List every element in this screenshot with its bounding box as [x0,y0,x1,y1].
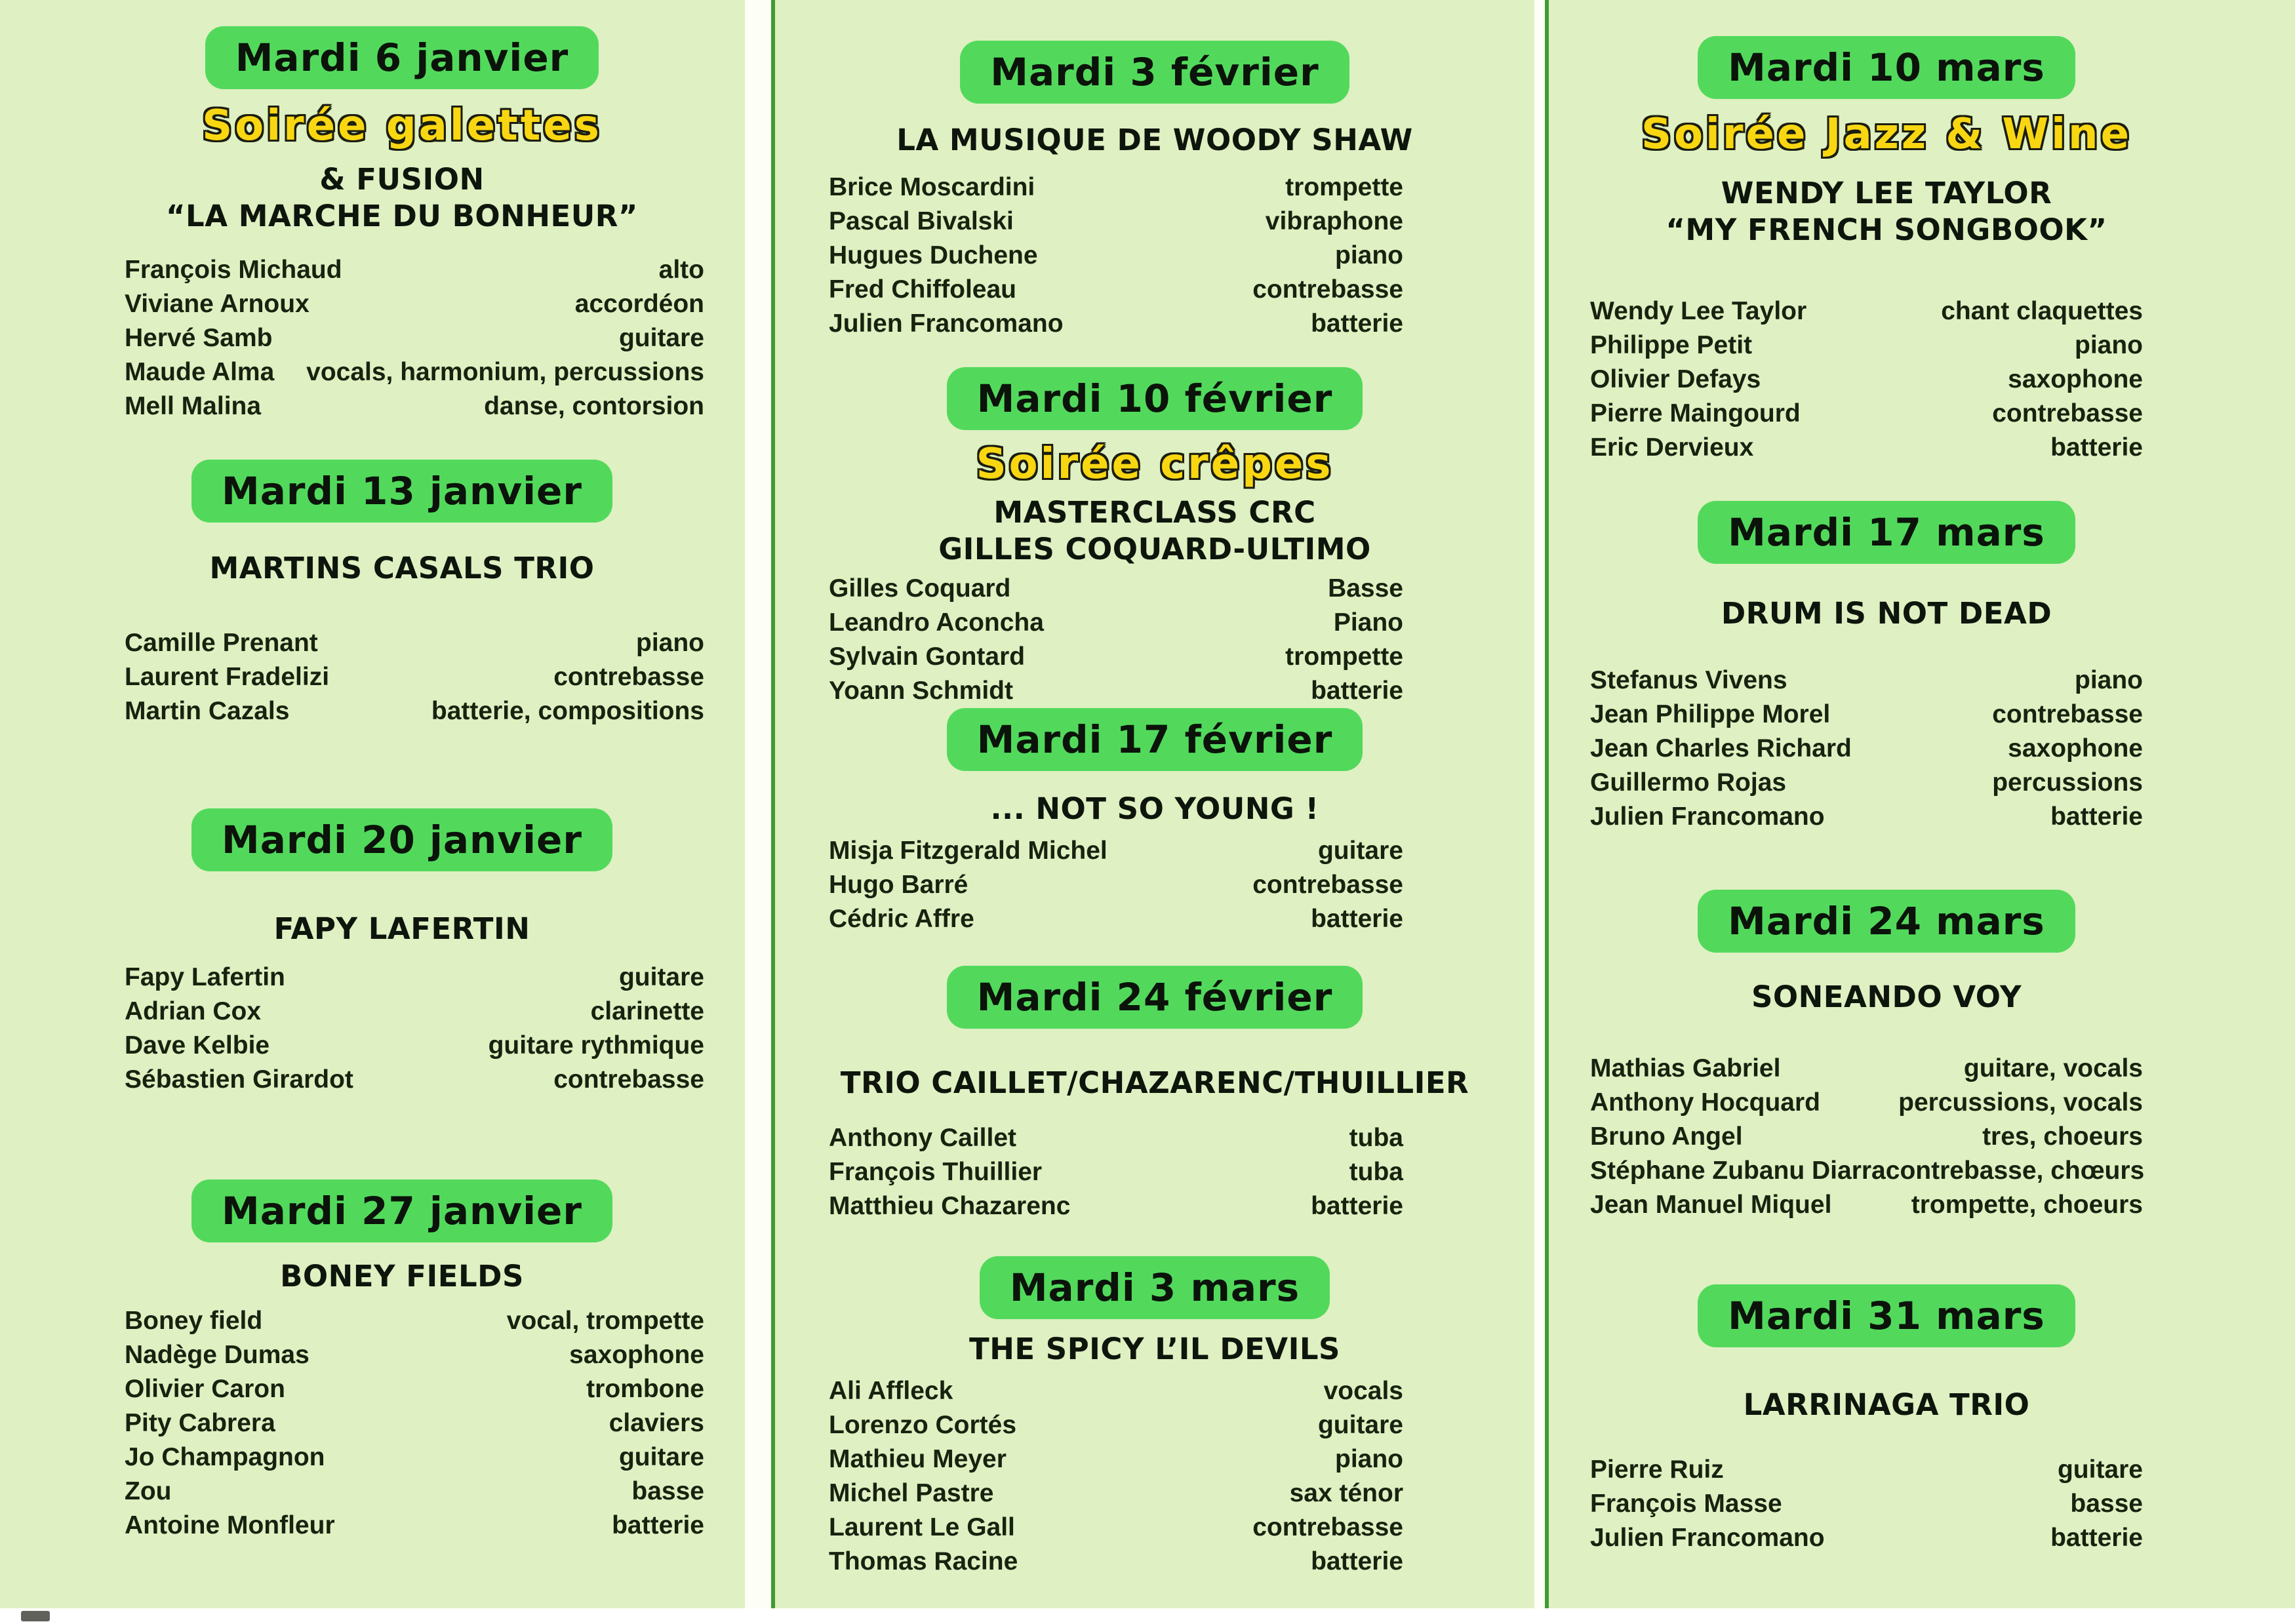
band-subtitle: “LA MARCHE DU BONHEUR” [165,199,639,233]
lineup-row [1590,1086,2143,1120]
lineup-row [1590,397,2143,431]
event-24-mars [1549,890,2295,1222]
musician-name: Cédric Affre [829,905,974,933]
lineup-row [125,321,704,355]
musician-name: Jean Philippe Morel [1590,700,1831,728]
lineup-row [1590,1453,2143,1487]
date-pill: Mardi 31 mars [1698,1284,2075,1347]
musician-instrument: guitare [618,324,704,352]
musician-name: Olivier Caron [125,1375,285,1403]
musician-instrument: basse [2070,1490,2143,1518]
musician-instrument: contrebasse, chœurs [1885,1157,2145,1185]
musician-name: Lorenzo Cortés [829,1411,1017,1439]
lineup-row [829,239,1403,273]
musician-name: Nadège Dumas [125,1341,309,1369]
event-6-janvier [0,26,745,424]
band-title: LA MUSIQUE DE WOODY SHAW [896,123,1413,157]
date-pill: Mardi 17 mars [1698,501,2075,564]
lineup-row [125,389,704,424]
lineup-row [125,1029,704,1063]
musician-instrument: guitare [618,1443,704,1471]
band-title: FAPY LAFERTIN [273,911,530,946]
lineup-row [125,1304,704,1338]
musician-name: Dave Kelbie [125,1031,270,1060]
band-title: MASTERCLASS CRC [993,495,1316,530]
lineup-row [829,1189,1403,1223]
musician-instrument: piano [1335,1445,1403,1473]
musician-instrument: claviers [609,1409,704,1437]
musician-instrument: saxophone [569,1341,704,1369]
musician-name: Viviane Arnoux [125,290,309,318]
scan-artifact [21,1611,50,1621]
musician-instrument: batterie [1311,1547,1403,1575]
lineup-row [829,1545,1403,1579]
musician-name: Laurent Fradelizi [125,663,330,691]
musician-name: Anthony Caillet [829,1124,1017,1152]
musician-name: Anthony Hocquard [1590,1088,1820,1117]
lineup-row [829,834,1403,868]
lineup-row [125,1440,704,1475]
musician-instrument: piano [2075,331,2143,359]
musician-name: Leandro Aconcha [829,608,1044,637]
lineup-row [829,640,1403,674]
band-title: TRIO CAILLET/CHAZARENC/THUILLIER [840,1065,1469,1100]
lineup [1549,294,2295,465]
lineup-row [829,674,1403,708]
musician-name: François Michaud [125,256,342,284]
lineup [1549,663,2295,834]
musician-name: Martin Cazals [125,697,290,725]
musician-instrument: saxophone [2008,365,2143,393]
lineup-row [125,287,704,321]
lineup-row [829,205,1403,239]
musician-instrument: basse [631,1477,704,1505]
musician-instrument: batterie [1311,309,1403,338]
musician-name: Eric Dervieux [1590,433,1754,462]
musician-name: Julien Francomano [1590,802,1825,831]
musician-instrument: tres, choeurs [1982,1122,2143,1151]
musician-name: Boney field [125,1307,263,1335]
musician-instrument: batterie, compositions [431,697,704,725]
musician-name: Stefanus Vivens [1590,666,1787,694]
lineup-row [125,1063,704,1097]
musician-name: Pity Cabrera [125,1409,275,1437]
musician-instrument: trombone [586,1375,704,1403]
musician-instrument: contrebasse [1992,399,2143,427]
musician-instrument: contrebasse [1252,275,1403,304]
event-17-fevrier [775,708,1534,936]
musician-instrument: vibraphone [1265,207,1403,235]
musician-instrument: batterie [2050,1524,2143,1552]
date-pill: Mardi 27 janvier [191,1179,612,1242]
musician-name: Brice Moscardini [829,173,1035,201]
musician-name: Misja Fitzgerald Michel [829,837,1108,865]
musician-instrument: Piano [1333,608,1403,637]
lineup-row [125,995,704,1029]
musician-instrument: tuba [1349,1158,1403,1186]
band-title: WENDY LEE TAYLOR [1721,176,2052,210]
musician-instrument: guitare rythmique [488,1031,704,1060]
musician-instrument: contrebasse [1992,700,2143,728]
musician-instrument: contrebasse [553,1065,704,1094]
band-title: ... NOT SO YOUNG ! [990,791,1319,826]
fold-divider-left [745,0,775,1608]
musician-name: Hugo Barré [829,871,968,899]
musician-instrument: batterie [1311,905,1403,933]
musician-instrument: accordéon [574,290,704,318]
musician-instrument: contrebasse [553,663,704,691]
lineup-row [1590,328,2143,363]
musician-name: Adrian Cox [125,997,262,1025]
event-20-janvier [0,808,745,1097]
musician-instrument: guitare [1317,837,1403,865]
lineup-row [829,170,1403,205]
lineup [775,834,1534,936]
lineup [1549,1052,2295,1222]
lineup-row [829,307,1403,341]
musician-name: Pascal Bivalski [829,207,1014,235]
lineup-row [1590,1188,2143,1222]
musician-instrument: batterie [612,1511,704,1539]
musician-name: Ali Affleck [829,1377,953,1405]
musician-instrument: tuba [1349,1124,1403,1152]
lineup [0,961,745,1097]
lineup [775,1374,1534,1579]
lineup-row [1590,1487,2143,1521]
musician-instrument: batterie [1311,677,1403,705]
lineup-row [125,1475,704,1509]
band-title: LARRINAGA TRIO [1743,1387,2030,1422]
lineup-row [125,694,704,728]
lineup-row [1590,663,2143,698]
band-title: BONEY FIELDS [280,1259,524,1294]
lineup-row [125,1372,704,1406]
musician-name: Matthieu Chazarenc [829,1192,1071,1220]
musician-name: Pierre Ruiz [1590,1456,1724,1484]
musician-name: Philippe Petit [1590,331,1753,359]
date-pill: Mardi 24 février [947,966,1363,1029]
musician-name: Antoine Monfleur [125,1511,335,1539]
musician-instrument: contrebasse [1252,871,1403,899]
lineup-row [1590,1521,2143,1555]
musician-name: Maude Alma [125,358,275,386]
date-pill: Mardi 10 mars [1698,36,2075,99]
musician-instrument: clarinette [590,997,704,1025]
musician-name: Sébastien Girardot [125,1065,353,1094]
event-13-janvier [0,460,745,728]
musician-name: Julien Francomano [1590,1524,1825,1552]
musician-name: Jean Manuel Miquel [1590,1191,1832,1219]
musician-name: Olivier Defays [1590,365,1761,393]
date-pill: Mardi 13 janvier [191,460,612,523]
musician-name: Mathieu Meyer [829,1445,1007,1473]
musician-instrument: trompette, choeurs [1911,1191,2143,1219]
lineup-row [1590,363,2143,397]
lineup-row [1590,1052,2143,1086]
musician-name: Bruno Angel [1590,1122,1743,1151]
musician-instrument: piano [636,629,704,657]
lineup-row [125,626,704,660]
lineup-row [829,273,1403,307]
musician-instrument: batterie [2050,802,2143,831]
musician-name: Michel Pastre [829,1479,994,1507]
band-title: SONEANDO VOY [1751,980,2022,1014]
musician-instrument: saxophone [2008,734,2143,762]
fold-line [1545,0,1549,1608]
lineup-row [125,253,704,287]
special-evening-label: Soirée Jazz & Wine [1641,110,2132,159]
lineup-row [829,868,1403,902]
musician-instrument: vocals [1323,1377,1403,1405]
lineup-row [125,660,704,694]
event-3-mars [775,1256,1534,1579]
musician-instrument: percussions, vocals [1898,1088,2143,1117]
musician-name: Thomas Racine [829,1547,1018,1575]
musician-name: Wendy Lee Taylor [1590,297,1807,325]
lineup-row [829,1511,1403,1545]
lineup-row [829,1408,1403,1442]
musician-name: Jean Charles Richard [1590,734,1852,762]
musician-instrument: guitare [1317,1411,1403,1439]
musician-name: François Masse [1590,1490,1782,1518]
lineup-row [829,1155,1403,1189]
lineup-row [1590,800,2143,834]
musician-name: Fred Chiffoleau [829,275,1017,304]
date-pill: Mardi 17 février [947,708,1363,771]
band-title: & FUSION [319,162,485,197]
fold-divider-right [1534,0,1549,1608]
musician-name: Hervé Samb [125,324,273,352]
musician-name: Fapy Lafertin [125,963,285,991]
lineup [0,253,745,424]
lineup-row [829,1476,1403,1511]
event-3-fevrier [775,41,1534,341]
musician-instrument: trompette [1285,173,1403,201]
column-mars [1549,0,2295,1608]
musician-name: Jo Champagnon [125,1443,325,1471]
musician-instrument: contrebasse [1252,1513,1403,1541]
lineup [775,1121,1534,1223]
lineup-row [829,1442,1403,1476]
lineup-row [1590,431,2143,465]
fold-line [771,0,775,1608]
event-24-fevrier [775,966,1534,1223]
musician-instrument: chant claquettes [1941,297,2143,325]
lineup [1549,1453,2295,1555]
lineup-row [829,1374,1403,1408]
musician-instrument: danse, contorsion [484,392,704,420]
musician-instrument: sax ténor [1289,1479,1403,1507]
musician-instrument: Basse [1328,574,1403,603]
lineup [0,626,745,728]
musician-name: Mell Malina [125,392,262,420]
musician-instrument: piano [2075,666,2143,694]
musician-name: Yoann Schmidt [829,677,1013,705]
date-pill: Mardi 24 mars [1698,890,2075,953]
musician-instrument: batterie [2050,433,2143,462]
musician-instrument: vocal, trompette [506,1307,704,1335]
special-evening-label: Soirée crêpes [976,440,1334,488]
lineup-row [1590,1154,2143,1188]
musician-name: Gilles Coquard [829,574,1011,603]
musician-name: Hugues Duchene [829,241,1038,269]
musician-name: Guillermo Rojas [1590,768,1787,797]
lineup-row [1590,294,2143,328]
band-subtitle: GILLES COQUARD-ULTIMO [938,532,1371,566]
lineup-row [125,355,704,389]
musician-name: Julien Francomano [829,309,1064,338]
lineup-row [1590,1120,2143,1154]
lineup [775,170,1534,341]
lineup-row [829,606,1403,640]
lineup-row [829,572,1403,606]
musician-name: Zou [125,1477,172,1505]
lineup-row [125,1509,704,1543]
musician-name: Sylvain Gontard [829,643,1026,671]
column-janvier [0,0,745,1608]
event-10-fevrier [775,367,1534,708]
musician-instrument: alto [658,256,704,284]
musician-instrument: vocals, harmonium, percussions [306,358,704,386]
band-title: THE SPICY L’IL DEVILS [969,1332,1340,1366]
date-pill: Mardi 3 mars [980,1256,1330,1319]
musician-instrument: batterie [1311,1192,1403,1220]
date-pill: Mardi 10 février [947,367,1363,430]
musician-name: Laurent Le Gall [829,1513,1015,1541]
lineup-row [1590,766,2143,800]
column-fevrier [775,0,1534,1608]
musician-name: Pierre Maingourd [1590,399,1801,427]
lineup-row [829,902,1403,936]
event-10-mars [1549,36,2295,465]
scan-edge [0,1608,2295,1624]
musician-instrument: piano [1335,241,1403,269]
lineup-row [829,1121,1403,1155]
musician-name: François Thuillier [829,1158,1043,1186]
musician-name: Mathias Gabriel [1590,1054,1781,1082]
date-pill: Mardi 20 janvier [191,808,612,871]
musician-name: Stéphane Zubanu Diarra [1590,1157,1886,1185]
band-title: MARTINS CASALS TRIO [209,551,595,585]
lineup-row [1590,698,2143,732]
date-pill: Mardi 3 février [960,41,1349,104]
musician-instrument: guitare [2057,1456,2143,1484]
event-27-janvier [0,1179,745,1543]
musician-instrument: guitare [618,963,704,991]
lineup-row [125,1338,704,1372]
lineup [0,1304,745,1543]
musician-name: Camille Prenant [125,629,318,657]
musician-instrument: guitare, vocals [1963,1054,2143,1082]
band-subtitle: “MY FRENCH SONGBOOK” [1666,212,2107,247]
musician-instrument: percussions [1992,768,2143,797]
special-evening-label: Soirée galettes [202,102,602,150]
lineup-row [125,1406,704,1440]
lineup [775,572,1534,708]
musician-instrument: trompette [1285,643,1403,671]
band-title: DRUM IS NOT DEAD [1721,596,2052,631]
lineup-row [125,961,704,995]
event-31-mars [1549,1284,2295,1555]
lineup-row [1590,732,2143,766]
event-17-mars [1549,501,2295,834]
date-pill: Mardi 6 janvier [205,26,599,89]
